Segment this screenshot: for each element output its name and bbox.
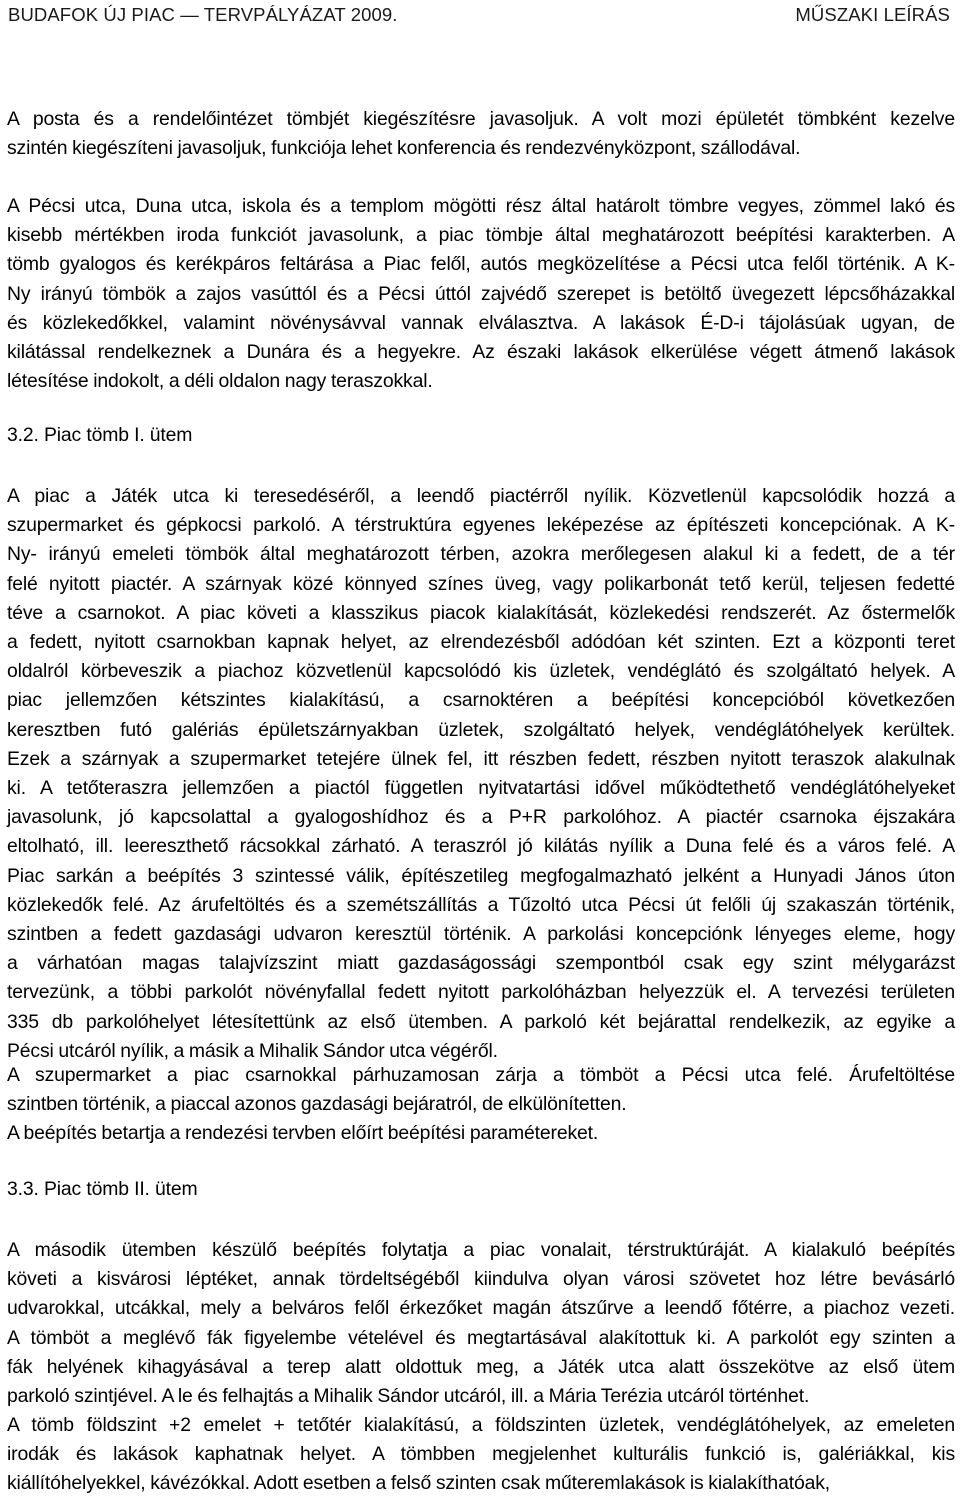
text-line: kiállítóhelyekkel, kávézókkal. Adott esetben a felső szinten csak műteremlakások is kialakíthatóak, — [7, 1472, 830, 1495]
text-line: kilátással rendelkeznek a Dunára és a hegyekre. Az északi lakások elkerülése végett átmenő lakások — [7, 341, 955, 364]
text-line: oldalról körbeveszik a piachoz közvetlenül kapcsolódó kis üzletek, vendéglátó és szolgáltató helyek. A — [7, 660, 955, 683]
text-line: A tömböt a meglévő fák figyelembe vételével és megtartásával alakítottuk ki. A parkolót egy szinten a — [7, 1326, 955, 1349]
text-line: Ny irányú tömbök a zajos vasúttól és a Pécsi úttól zajvédő szerepet is betöltő üvegezett lépcsőházakkal — [7, 282, 955, 305]
text-line: keresztben futó galériás épületszárnyakban üzletek, szolgáltató helyek, vendéglátóhelyek kerültek. — [7, 718, 955, 741]
text-line: parkoló szintjével. A le és felhajtás a Mihalik Sándor utcáról, ill. a Mária Terézia utcáról történhet. — [7, 1385, 810, 1408]
text-line: kisebb mértékben iroda funkciót javasolunk, a piac tömbje által meghatározott beépítési karakterben. A — [7, 224, 955, 247]
text-line: tömb gyalogos és kerékpáros feltárása a Piac felől, autós megközelítése a Pécsi utca felől történik. A K- — [7, 253, 955, 276]
text-line: felé nyitott piactér. A szárnyak közé könnyed színes üveg, vagy polikarbonát tető kerül, teljesen fedetté — [7, 572, 955, 595]
paragraph-pecsi-utca-tomb — [7, 192, 955, 396]
text-line: irodák és lakások kaphatnak helyet. A tömbben megjelenhet kulturális funkció is, galériákkal, kis — [7, 1443, 955, 1466]
text-line: a várhatóan magas talajvízszint miatt gazdaságossági szempontból csak egy szint mélygarázst — [7, 952, 955, 975]
text-line: A tömb földszint +2 emelet + tetőtér kialakítású, a földszinten üzletek, vendéglátóhelyek, az emeleten — [7, 1414, 955, 1436]
text-line: tervezünk, a többi parkolót növényfallal fedett nyitott parkolóházban helyezzük el. A tervezési területen — [7, 981, 955, 1004]
paragraph-beepites — [7, 1119, 955, 1148]
text-line: piac jellemzően kétszintes kialakítású, a csarnoktéren a beépítési koncepcióból következően — [7, 689, 955, 712]
header-section: MŰSZAKI LEÍRÁS — [795, 4, 950, 25]
text-line: ki. A tetőteraszra jellemzően a piactól független nyitvatartási idővel működtethető vendéglátóhelyeket — [7, 777, 955, 800]
text-line: A beépítés betartja a rendezési tervben előírt beépítési paramétereket. — [7, 1122, 599, 1144]
section-heading-3-3: 3.3. Piac tömb II. ütem — [7, 1178, 198, 1200]
text-line: fák helyének kihagyásával a terep alatt oldottuk meg, a Játék utca alatt összekötve az első ütem — [7, 1355, 955, 1378]
text-line: közlekedők felé. Az árufeltöltés és a szemétszállítás a Tűzoltó utca Pécsi út felőli új szakaszán történik, — [7, 893, 955, 916]
page-header — [8, 4, 950, 30]
text-line: szintben a fedett gazdasági udvaron keresztül történik. A parkolási koncepciónk lényeges eleme, hogy — [7, 923, 955, 946]
paragraph-mozi — [7, 105, 955, 163]
text-line: létesítése indokolt, a déli oldalon nagy teraszokkal. — [7, 370, 433, 393]
text-line: Piac sarkán a beépítés 3 szintessé válik, építészetileg megfogalmazható jelként a Hunyadi János úton — [7, 864, 955, 887]
text-line: eltolható, ill. leereszthető rácsokkal zárható. A teraszról jó kilátás nyílik a Duna felé és a város felé. A — [7, 835, 955, 858]
text-line: A második ütemben készülő beépítés folytatja a piac vonalait, térstruktúráját. A kialakuló beépítés — [7, 1239, 955, 1261]
text-line: szupermarket és gépkocsi parkoló. A térstruktúra egyenes leképezése az építészeti koncepciónak. A K- — [7, 514, 955, 537]
text-line: téve a csarnokot. A piac követi a klasszikus piacok kialakítását, közlekedési rendszerét. Az őstermelők — [7, 601, 955, 624]
text-line: és közlekedőkkel, valamint növénysávval vannak elválasztva. A lakások É-D-i tájolásúak ugyan, de — [7, 311, 955, 334]
text-line: udvarokkal, utcákkal, mely a belváros felől érkezőket magán átszűrve a leendő főtérre, a piachoz vezeti. — [7, 1297, 955, 1320]
text-line: Ezek a szárnyak a szupermarket tetejére ülnek fel, itt részben fedett, részben nyitott teraszok alakulnak — [7, 747, 955, 770]
text-line: szintén kiegészíteni javasoljuk, funkciója lehet konferencia és rendezvényközpont, szállodával. — [7, 137, 801, 160]
paragraph-szupermarket — [7, 1061, 955, 1119]
paragraph-piac-tomb-1 — [7, 482, 955, 1066]
text-line: szintben történik, a piaccal azonos gazdasági bejáratról, de elkülönítetten. — [7, 1093, 627, 1116]
text-line: A Pécsi utca, Duna utca, iskola és a templom mögötti rész által határolt tömbre vegyes, zömmel lakó és — [7, 195, 955, 217]
header-title: BUDAFOK ÚJ PIAC — TERVPÁLYÁZAT 2009. — [8, 4, 398, 25]
text-line: követi a kisvárosi léptéket, annak tördeltségéből kiindulva olyan városi szövetet hoz létre bevásárló — [7, 1268, 955, 1291]
section-heading-3-2: 3.2. Piac tömb I. ütem — [7, 424, 193, 446]
text-line: 335 db parkolóhelyet létesítettünk az első ütemben. A parkoló két bejárattal rendelkezik, az egyike a — [7, 1010, 955, 1033]
paragraph-piac-tomb-2 — [7, 1236, 955, 1411]
text-line: A szupermarket a piac csarnokkal párhuzamosan zárja a tömböt a Pécsi utca felé. Árufeltöltése — [7, 1064, 955, 1086]
text-line: a fedett, nyitott csarnokban kapnak helyet, az elrendezésből adódóan két szinten. Ezt a központi teret — [7, 631, 955, 654]
text-line: A posta és a rendelőintézet tömbjét kiegészítésre javasoljuk. A volt mozi épületét tömbként kezelve — [7, 108, 955, 130]
text-line: A piac a Játék utca ki teresedéséről, a leendő piactérről nyílik. Közvetlenül kapcsolódik hozzá a — [7, 485, 955, 507]
paragraph-tomb-foldszint — [7, 1411, 955, 1499]
text-line: Ny- irányú emeleti tömbök által meghatározott térben, azokra merőlegesen alakul ki a fedett, de a tér — [7, 543, 955, 566]
text-line: javasolunk, jó kapcsolattal a gyalogoshídhoz és a P+R parkolóhoz. A piactér csarnoka éjszakára — [7, 806, 955, 829]
text-line: Pécsi utcáról nyílik, a másik a Mihalik Sándor utca végéről. — [7, 1039, 498, 1062]
